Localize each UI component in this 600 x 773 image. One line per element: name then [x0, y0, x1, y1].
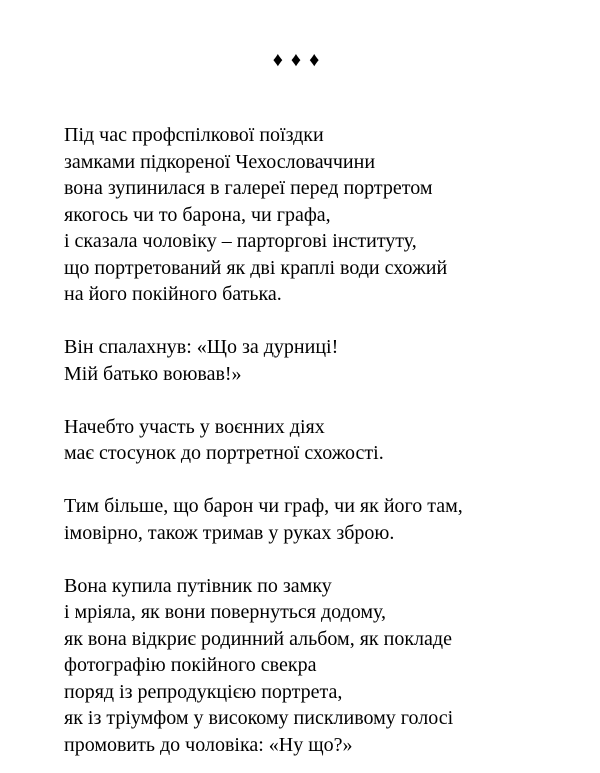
- poem-line: якогось чи то барона, чи графа,: [64, 203, 331, 226]
- poem-line: імовірно, також тримав у руках зброю.: [64, 521, 395, 544]
- stanza-gap: [64, 308, 584, 335]
- poem-line: Він спалахнув: «Що за дурниці!: [64, 336, 339, 358]
- poem-line: Мій батько воював!»: [64, 362, 242, 385]
- poem-line: фотографію покійного свекра: [64, 654, 317, 676]
- poem-line: як вона відкриє родинний альбом, як покладе: [64, 627, 452, 650]
- stanza-2: [64, 334, 584, 387]
- poem-line: на його покійного батька.: [64, 283, 282, 305]
- poem-line: Під час профспілкової поїздки: [64, 124, 324, 146]
- poem-line: вона зупинилася в галереї перед портретом: [64, 177, 433, 199]
- poem-line: і сказала чоловіку – парторгові інституту,: [64, 230, 417, 252]
- poem-line: замками підкореної Чехословаччини: [64, 150, 376, 173]
- poem-line: і мріяла, як вони повернуться додому,: [64, 601, 387, 623]
- poem-line: Тим більше, що барон чи граф, чи як його там,: [64, 495, 463, 517]
- stanza-3: [64, 414, 584, 467]
- poem-line: як із тріумфом у високому пискливому голосі: [64, 707, 454, 729]
- stanza-4: [64, 493, 584, 546]
- stanza-5: [64, 573, 584, 759]
- poem-line: має стосунок до портретної схожості.: [64, 442, 384, 464]
- poem-body: [64, 122, 584, 758]
- stanza-gap: [64, 467, 584, 494]
- stanza-1: [64, 122, 584, 308]
- poem-line: Начебто участь у воєнних діях: [64, 415, 325, 438]
- section-divider-ornament: ♦♦♦: [272, 49, 328, 71]
- poem-line: Вона купила путівник по замку: [64, 574, 332, 597]
- stanza-gap: [64, 546, 584, 573]
- stanza-gap: [64, 387, 584, 414]
- poem-line: промовить до чоловіка: «Ну що?»: [64, 733, 353, 756]
- poem-line: поряд із репродукцією портрета,: [64, 680, 343, 703]
- poem-line: що портретований як дві краплі води схожий: [64, 256, 448, 279]
